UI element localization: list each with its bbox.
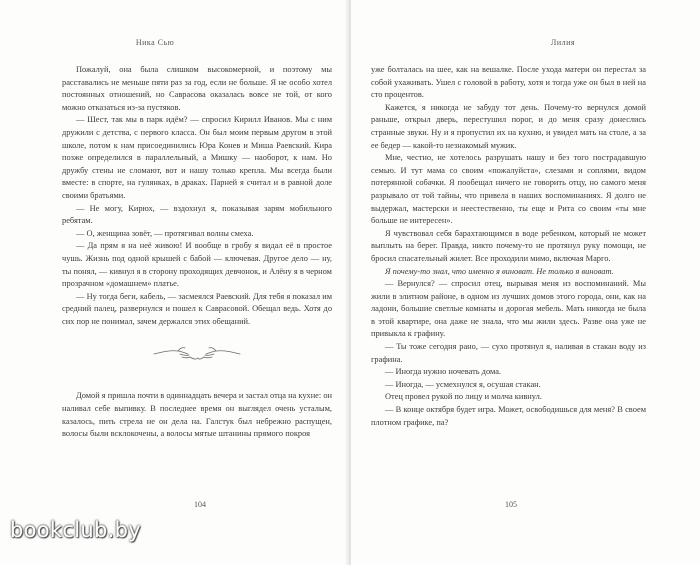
right-running-head: Лилия — [550, 38, 576, 47]
right-page-number: 105 — [505, 500, 517, 509]
paragraph: Пожалуй, она была слишком высокомерной, и поэтому мы расставались не меньше пяти раз за год, если не больше. Я не особо хотел постоянных отношений, но Саврасова оказалась вовсе не той, от кого можно отказаться из-за пустяков. — [62, 65, 332, 112]
hands-ornament-icon — [62, 338, 332, 368]
paragraph: — О, женщина зовёт, — протягивал волны смеха. — [76, 228, 254, 238]
watermark-logo: bookclub.by — [10, 518, 141, 542]
paragraph: Кажется, я никогда не забуду тот день. Почему-то вернулся домой раньше, открыл дверь, перестушил порог, и до меня сразу донеслись странные звуки. Ну и я пропустил их на кухню, и увидел мать на столе, а за ее бедер — какой-то незнакомый мужик. — [371, 102, 646, 150]
paragraph: — Ну тогда беги, кабель, — засмеялся Раевский. Для тебя я показал им средний палец, развернулся и пошел к Саврасовой. Обещал ведь. Хотя до сих пор не понимал, зачем держался этих обещаний. — [62, 291, 332, 326]
paragraph: Отец провел рукой по лицу и молча кивнул. — [385, 392, 542, 402]
paragraph: — Ты тоже сегодня рано, — сухо протянул я, наливая в стакан воду из графина. — [371, 342, 646, 364]
paragraph: Мне, честно, не хотелось разрушать нашу и без того пострадавшую семью. И тут мама со своим «пожалуйста», слезами и соплями, видом потерянной собачки. Я пообещал ничего не говорить отцу, но самого меня разрывало от той тайны, что привела в наших воспоминаниях. Я долго не выдержал, мастерски и неестественно, ты еще и Рита со своим «ты мне больше не интересен». — [371, 153, 646, 226]
paragraph: Я чувствовал себя барахтающимся в воде ребенком, который не может выплыть на берег. Правда, никто почему-то не протянул руку помощи, не бросил спасательный жилет. Все проходили мимо, включая Марго. — [371, 228, 646, 263]
paragraph: — Да прям я на неё живою! И вообще в гробу я видал её в простое чушь. Жизнь под одной крышей с бабой — ключевая. Другое дело — ну, ты понял, — кивнул я в сторону проходящих девчонок, и Алёну я в черном прозрачном «домашнем» платье. — [62, 241, 332, 289]
paragraph: — Иногда, — усмехнулся я, осушая стакан. — [385, 379, 541, 389]
paragraph: — Вернулся? — спросил отец, вырывая меня из воспоминаний. Мы жили в элитном районе, в одном из лучших домов этого города, они, как на ладони, большие светлые комнаты и дорогая мебель. Мать никогда не была в этой квартире, она даже не знала, что мы жили здесь. Разве она уже не привыкла к графину. — [371, 279, 646, 339]
paragraph: — Иногда нужно ночевать дома. — [385, 367, 502, 377]
paragraph: — Не могу, Кирюх, — вздохнул я, показывая зарям мобильного ребятам. — [62, 203, 332, 226]
paragraph: уже болталась на шее, как на вешалке. После ухода матери он перестал за собой ухаживать. Ушел с головой в работу, хотя и тогда уже он был в ней на сто процентов. — [371, 65, 646, 100]
left-page-text — [62, 64, 332, 441]
paragraph: Я почему-то знал, что именно я виноват. Не только я виноват. — [385, 266, 614, 276]
paragraph: — Шест, так мы в парк идём? — спросил Кирилл Иванов. Мы с ним дружили с детства, с первого класса. Он был моим первым другом в этой школе, потом к нам присоединились Юра Конев и Миша Раевский. Кира позже определился в параллельный, а Мишку — наоборот, к нам. Но дружбу стены не сломают, вот и нашу только крепла. Мы всегда были вместе: в спорте, на гулянках, в драках. Парней я считал и в равной доле своими братьями. — [62, 115, 332, 200]
paragraph: — В конце октября будет игра. Может, освободишься для меня? В своем плотном графике, па? — [371, 405, 646, 427]
paragraph: Домой я пришла почти в одиннадцать вечера и застал отца на кухне: он наливал себе выпивку. В последнее время он выглядел очень усталым, казалось, пить стрела не он дела на. Галстук был небрежно распущен, волосы были всклокочены, а волосы мятые штанины прямого покроя — [62, 391, 332, 439]
left-page — [0, 0, 349, 565]
left-running-head: Ника Сью — [135, 38, 175, 47]
right-page — [351, 0, 700, 565]
right-page-text — [371, 64, 646, 429]
left-page-number: 104 — [194, 500, 206, 509]
